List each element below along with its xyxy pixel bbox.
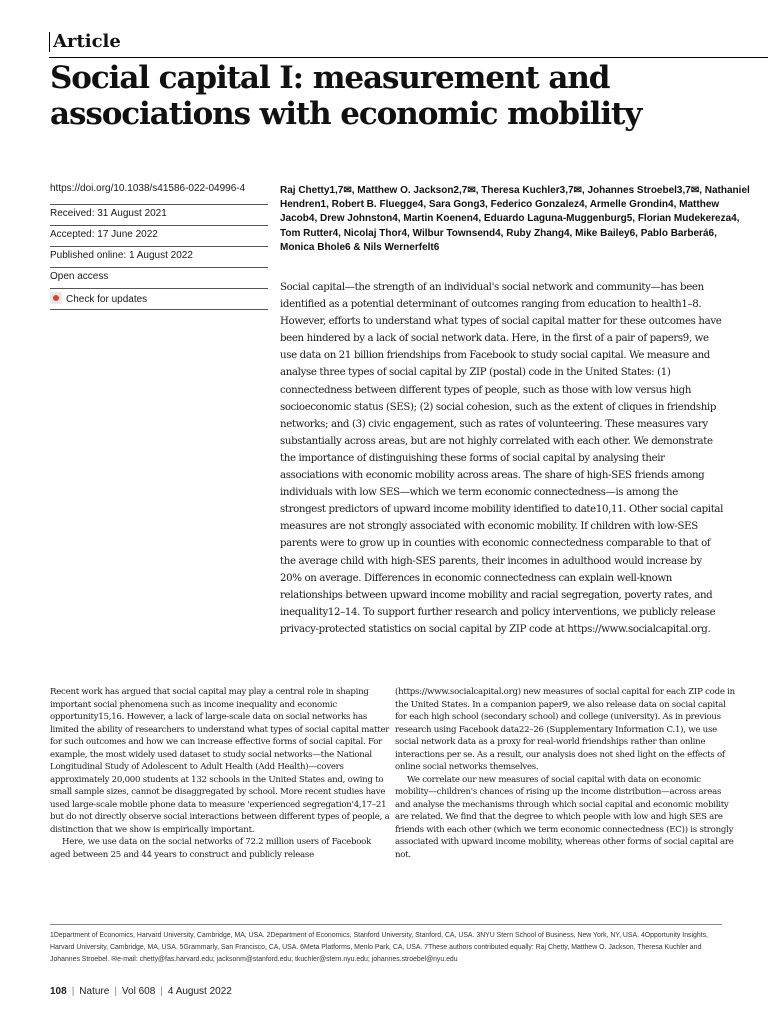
page-number: 108	[50, 986, 67, 997]
footnote-rule	[50, 924, 722, 925]
article-type-label: Article	[53, 31, 121, 52]
abstract: Social capital—the strength of an individual's social network and community—has been identified as a potential determinant of outcomes ranging from education to health1–8. However, efforts to understand what types of social capital matter for these outcomes have been hindered by a lack of social network data. Here, in the first of a pair of papers9, we use data on 21 billion friendships from Facebook to study social capital. We measure and analyse three types of social capital by ZIP (postal) code in the United States: (1) connectedness between different types of people, such as those with low versus high socioeconomic status (SES); (2) social cohesion, such as the extent of cliques in friendship networks; and (3) civic engagement, such as rates of volunteering. These measures vary substantially across areas, but are not highly correlated with each other. We demonstrate the importance of distinguishing these forms of social capital by analysing their associations with economic mobility across areas. The share of high-SES friends among individuals with low SES—which we term economic connectedness—is among the strongest predictors of upward income mobility identified to date10,11. Other social capital measures are not strongly associated with economic mobility. If children with low-SES parents were to grow up in counties with economic connectedness comparable to that of the average child with high-SES parents, their incomes in adulthood would increase by 20% on average. Differences in economic connectedness can explain well-known relationships between upward income mobility and racial segregation, poverty rates, and inequality12–14. To support further research and policy interventions, we publicly release privacy-protected statistics on social capital by ZIP code at https://www.socialcapital.org.	[280, 282, 724, 635]
check-for-updates-icon	[50, 292, 62, 304]
affiliation-footnotes: 1Department of Economics, Harvard University, Cambridge, MA, USA. 2Department of Economics, Stanford University, Stanford, CA, USA. 3NYU Stern School of Business, New York, NY, USA. 4Opportunity Insights, Harvard University, Cambridge, MA, USA. 5Grammarly, San Francisco, CA, USA. 6Meta Platforms, Menlo Park, CA, USA. 7These authors contributed equally: Raj Chetty, Matthew O. Jackson, Theresa Kuchler and Johannes Stroebel. ✉e-mail: chetty@fas.harvard.edu; jacksonm@stanford.edu; tkuchler@stern.nyu.edu; johannes.stroebel@nyu.edu	[50, 932, 708, 963]
doi-link[interactable]: https://doi.org/10.1038/s41586-022-04996-4	[50, 183, 246, 194]
body-column-left	[50, 686, 390, 861]
check-for-updates-button[interactable]	[50, 288, 268, 310]
check-for-updates-label: Check for updates	[66, 294, 148, 305]
published-date: Published online: 1 August 2022	[50, 246, 268, 267]
article-metadata	[50, 183, 268, 310]
body-paragraph: Recent work has argued that social capital may play a central role in shaping important social phenomena such as income inequality and economic opportunity15,16. However, a lack of large-scale data on social networks has limited the ability of researchers to understand what types of social capital matter for such outcomes and how we can increase effective forms of social capital. For example, the most widely used dataset to study social networks—the National Longitudinal Study of Adolescent to Adult Health (Add Health)—covers approximately 20,000 students at 132 schools in the United States and, owing to small sample sizes, cannot be disaggregated by school. More recent studies have used large-scale mobile phone data to measure 'experienced segregation'4,17–21 but do not directly observe social interactions between different types of people, a distinction that we show is empirically important.	[50, 687, 390, 835]
footer-separator: |	[71, 986, 75, 997]
body-paragraph: We correlate our new measures of social capital with data on economic mobility—children's chances of rising up the income distribution—across areas and analyse the mechanisms through which social capital and economic mobility are related. We find that the degree to which people with low and high SES are friends with each other (which we term economic connectedness (EC)) is strongly associated with upward income mobility, whereas other forms of social capital are not.	[395, 774, 734, 860]
journal-name: Nature	[79, 986, 110, 997]
received-date: Received: 31 August 2021	[50, 204, 268, 225]
footer-separator: |	[114, 986, 117, 997]
volume: Vol 608	[121, 986, 156, 997]
article-title: Social capital I: measurement and associations with economic mobility	[50, 60, 642, 132]
header-rule-vertical	[49, 32, 50, 52]
body-column-right	[395, 686, 735, 861]
author-list: Raj Chetty1,7✉, Matthew O. Jackson2,7✉, Theresa Kuchler3,7✉, Johannes Stroebel3,7✉, Nathaniel Hendren1, Robert B. Fluegge4, Sara Gong3, Federico Gonzalez4, Armelle Grondin4, Matthew Jacob4, Drew Johnston4, Martin Koenen4, Eduardo Laguna-Muggenburg5, Florian Mudekereza4, Tom Rutter4, Nicolaj Thor4, Wilbur Townsend4, Ruby Zhang4, Mike Bailey6, Pablo Barberá6, Monica Bhole6 & Nils Wernerfelt6	[280, 185, 750, 253]
open-access-label: Open access	[50, 267, 268, 288]
page-footer	[50, 986, 232, 997]
header-rule-horizontal	[49, 57, 768, 58]
issue-date: 4 August 2022	[167, 986, 232, 997]
footer-separator: |	[160, 986, 163, 997]
accepted-date: Accepted: 17 June 2022	[50, 225, 268, 246]
body-paragraph: Here, we use data on the social networks of 72.2 million users of Facebook aged between 25 and 44 years to construct and publicly release	[50, 837, 372, 860]
body-paragraph: (https://www.socialcapital.org) new measures of social capital for each ZIP code in the United States. In a companion paper9, we also release data on social capital for each high school (secondary school) and college (university). As in previous research using Facebook data22–26 (Supplementary Information C.1), we use social network data as a proxy for real-world friendships rather than online interactions per se. As a result, our analysis does not shed light on the effects of online social networks themselves.	[395, 687, 735, 772]
